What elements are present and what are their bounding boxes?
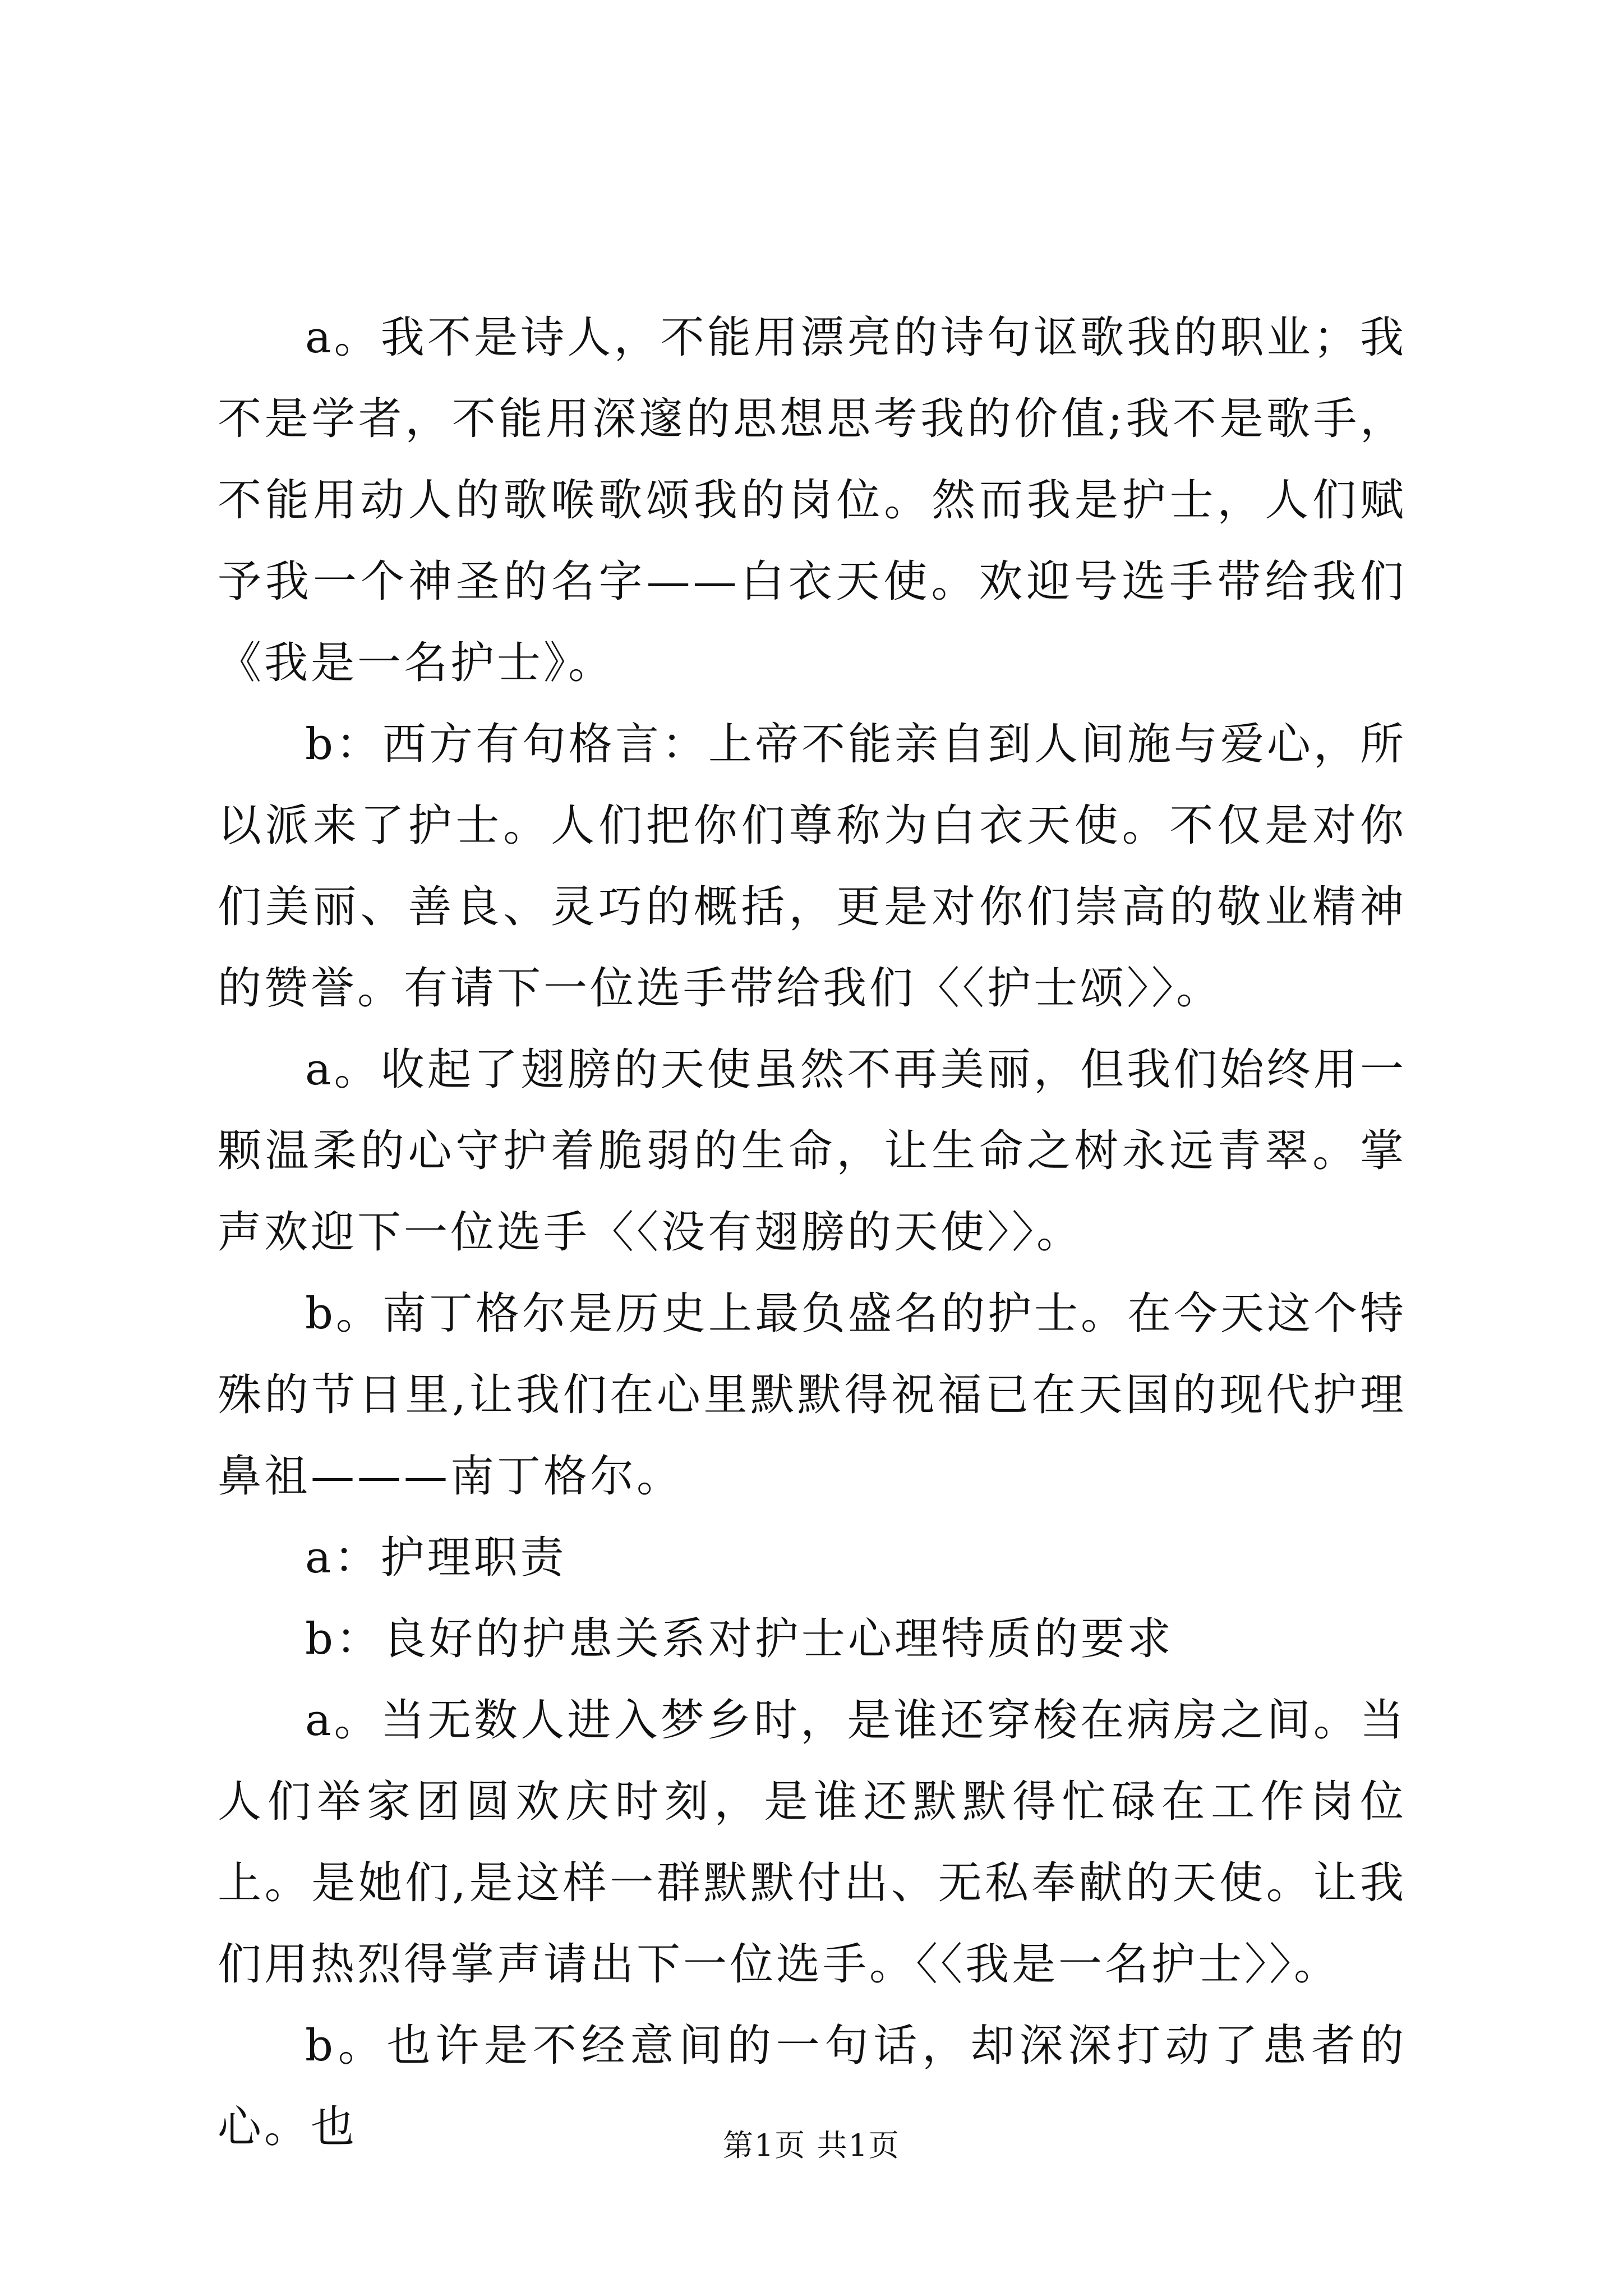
paragraph: a。收起了翅膀的天使虽然不再美丽，但我们始终用一颗温柔的心守护着脆弱的生命，让生命之树永远青翠。掌声欢迎下一位选手〈〈没有翅膀的天使〉〉。 bbox=[218, 1045, 1407, 1258]
paragraph: a：护理职责 bbox=[305, 1533, 567, 1583]
document-body bbox=[218, 297, 1407, 2168]
paragraph: b：良好的护患关系对护士心理特质的要求 bbox=[305, 1614, 1174, 1664]
paragraph: b。也许是不经意间的一句话，却深深打动了患者的心。也 bbox=[218, 2021, 1407, 2152]
paragraph: b。南丁格尔是历史上最负盛名的护士。在今天这个特殊的节日里,让我们在心里默默得祝福已在天国的现代护理鼻祖———南丁格尔。 bbox=[218, 1289, 1407, 1502]
page-footer: 第1页 共1页 bbox=[723, 2128, 900, 2163]
paragraph: b：西方有句格言：上帝不能亲自到人间施与爱心，所以派来了护士。人们把你们尊称为白衣天使。不仅是对你们美丽、善良、灵巧的概括，更是对你们崇高的敬业精神的赞誉。有请下一位选手带给我们〈〈护士颂〉〉。 bbox=[218, 719, 1407, 1014]
paragraph: a。当无数人进入梦乡时，是谁还穿梭在病房之间。当人们举家团圆欢庆时刻，是谁还默默得忙碌在工作岗位上。是她们,是这样一群默默付出、无私奉献的天使。让我们用热烈得掌声请出下一位选手。〈〈我是一名护士〉〉。 bbox=[218, 1695, 1407, 1990]
paragraph: a。我不是诗人，不能用漂亮的诗句讴歌我的职业；我不是学者，不能用深邃的思想思考我的价值;我不是歌手，不能用动人的歌喉歌颂我的岗位。然而我是护士，人们赋予我一个神圣的名字——白衣天使。欢迎号选手带给我们《我是一名护士》。 bbox=[218, 312, 1407, 688]
